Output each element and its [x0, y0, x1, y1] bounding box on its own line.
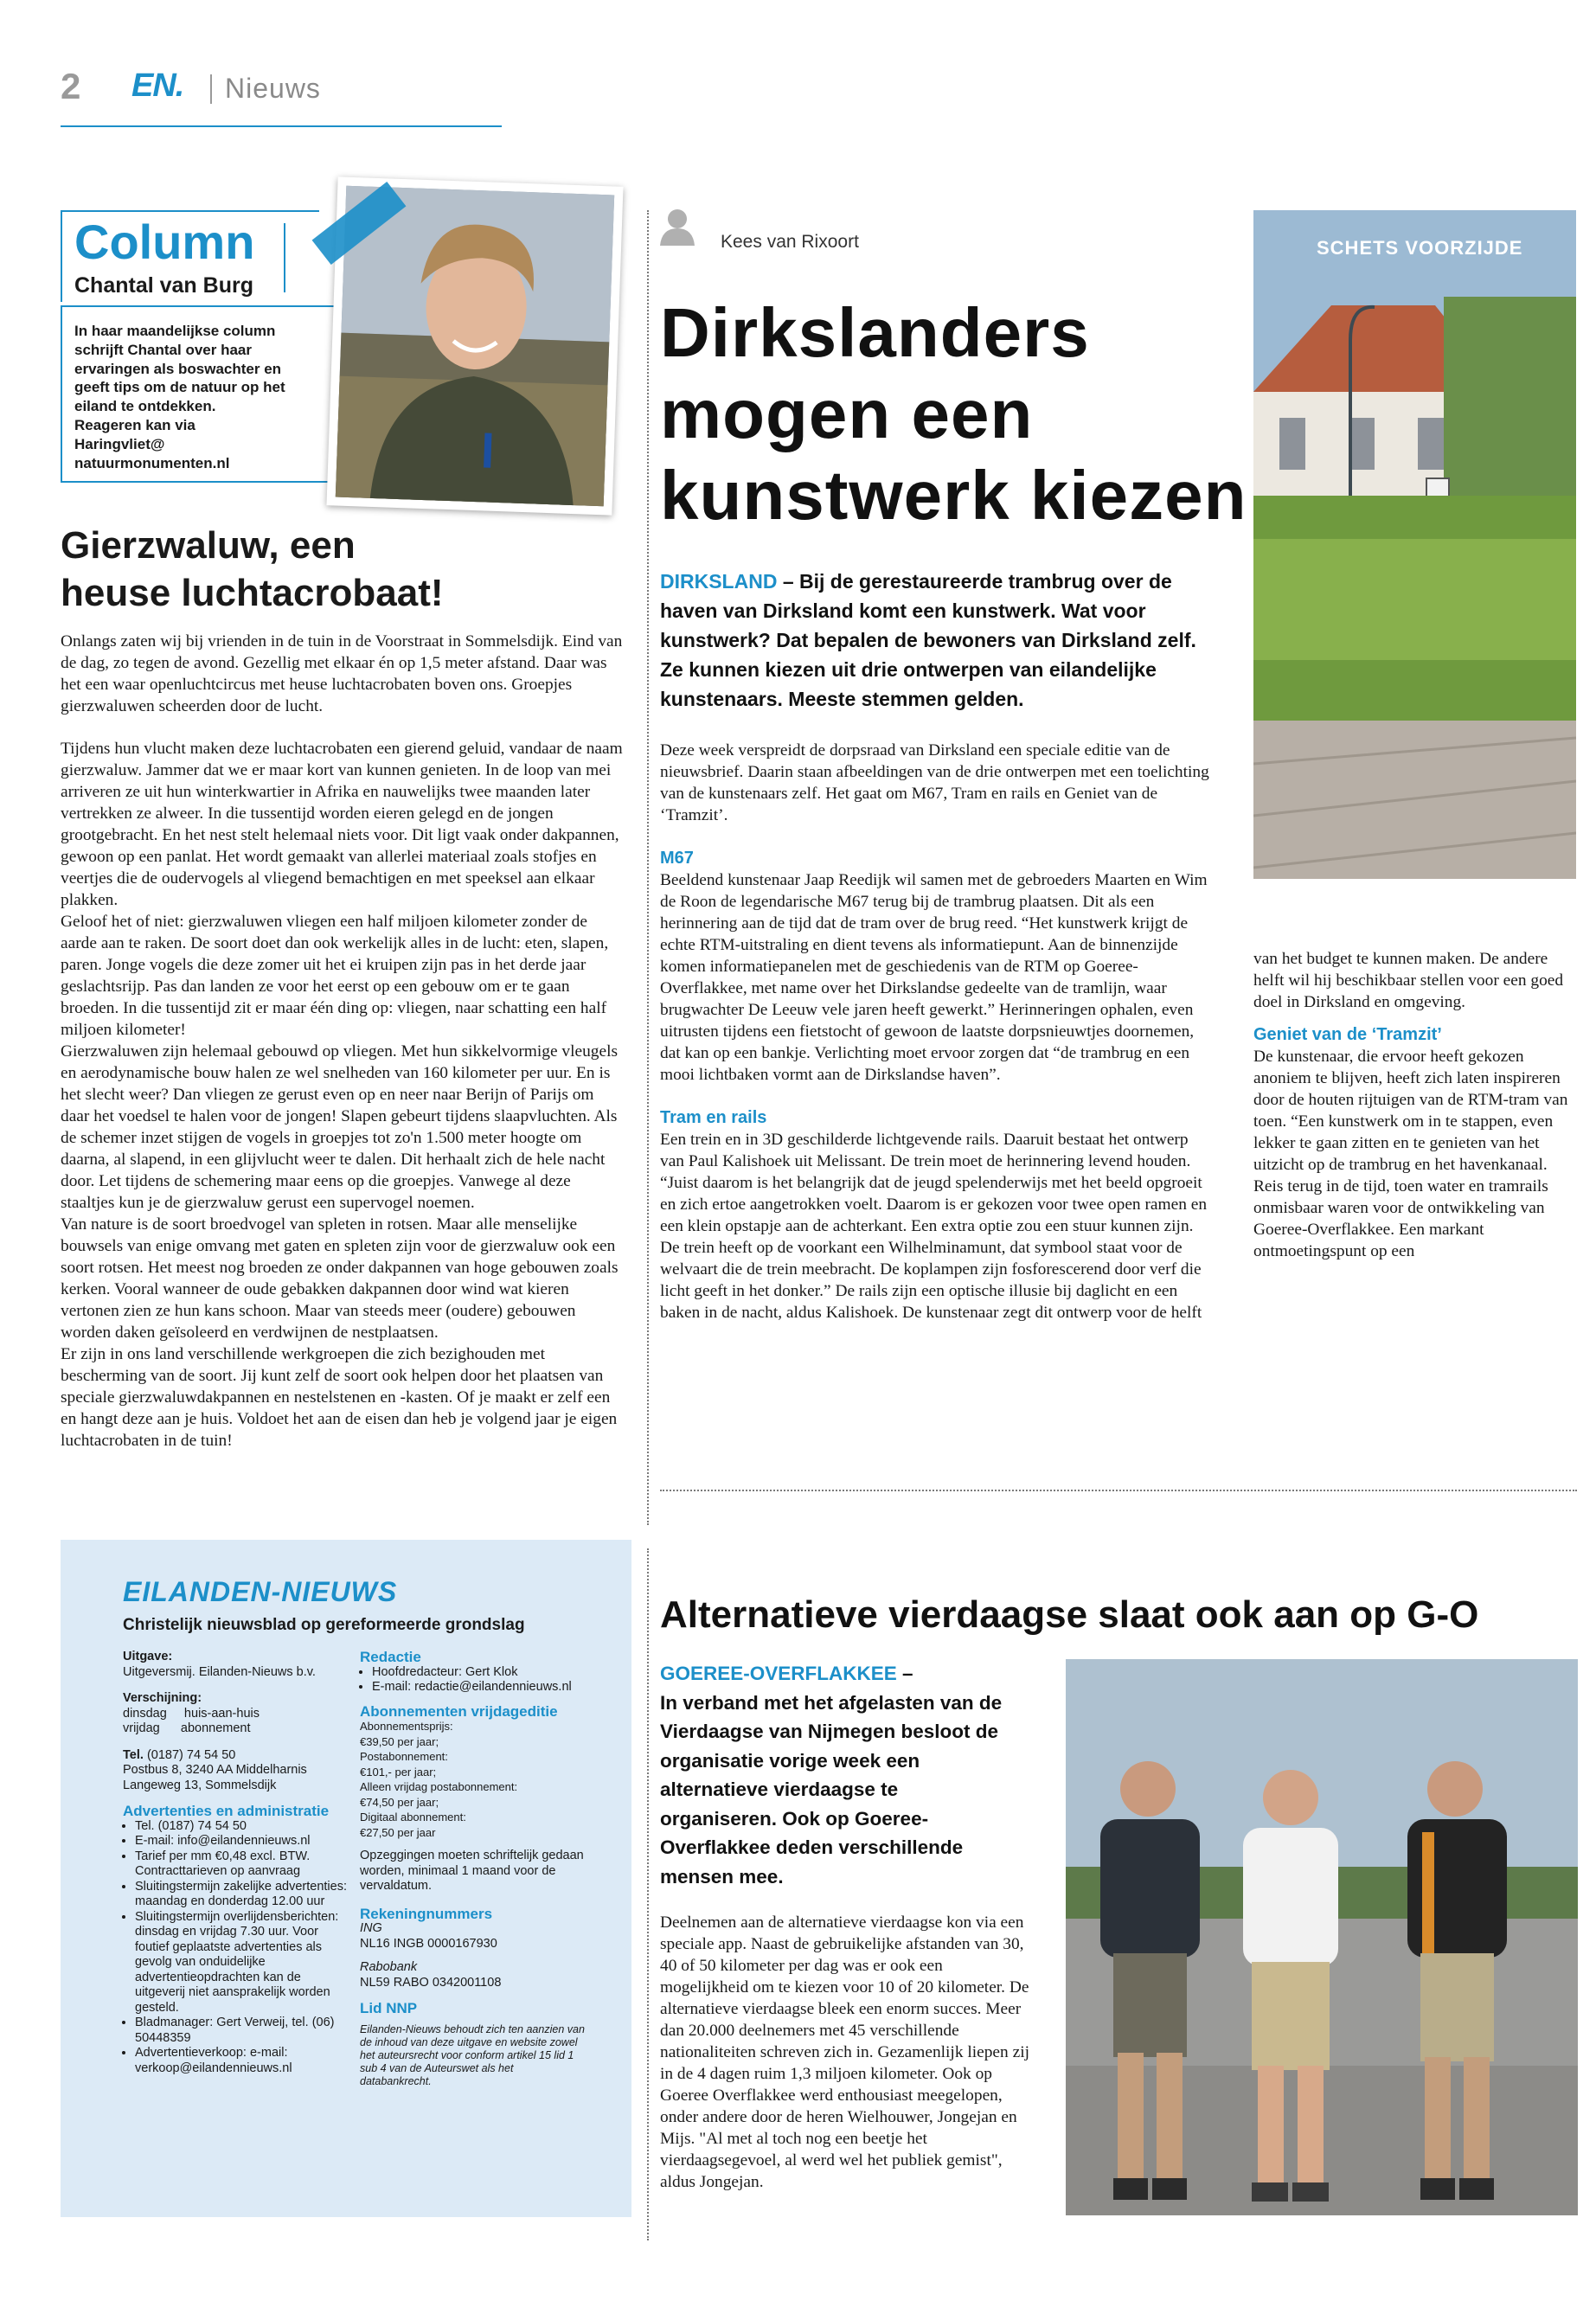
- vierdaagse-lead: [660, 1659, 1015, 1891]
- walkers-illustration: [1066, 1659, 1578, 2215]
- abon-7: Digitaal abonnement:: [360, 1811, 466, 1823]
- column-title: [61, 522, 444, 617]
- lower-divider: [647, 1548, 649, 2240]
- column-intro-rule: [61, 305, 337, 307]
- ing-value: NL16 INGB 0000167930: [360, 1936, 497, 1951]
- lid-nnp: Lid NNP: [360, 2000, 418, 2016]
- article-tramzit-text: De kunstenaar, die ervoor heeft gekozen anoniem te blijven, heeft zich laten inspireren door de houten rijtuigen van de RTM-tram van toen. “Een kunstwerk om in te stappen, even lekker te gaan zitten en te genieten van het uitzicht op de trambrug en het havenkanaal. Reis terug in de tijd, toen water en tramrails onmisbaar waren voor de ontwikkeling van Goeree-Overflakkee. Een markant ontmoetingspunt op een: [1253, 1048, 1568, 1260]
- article-title-line2: mogen een: [660, 375, 1034, 452]
- sketch-caption: SCHETS VOORZIJDE: [1317, 237, 1523, 259]
- subhead-tramzit: Geniet van de ‘Tramzit’: [1253, 1025, 1442, 1044]
- opzeggingen: Opzeggingen moeten schriftelijk gedaan worden, minimaal 1 maand voor de vervaldatum.: [360, 1849, 584, 1893]
- article-body: [660, 740, 1214, 1324]
- tel-line: [123, 1748, 348, 1764]
- adv-sluit-zakelijk: • Sluitingstermijn zakelijke advertenties: maandag en donderdag 12.00 uur: [135, 1880, 348, 1910]
- section-label: Nieuws: [225, 73, 321, 104]
- adv-tel: • Tel. (0187) 74 54 50: [135, 1819, 348, 1835]
- sketch-image: [1253, 210, 1576, 879]
- abon-4: €101,- per jaar;: [360, 1765, 437, 1779]
- redactie-email[interactable]: • E-mail: redactie@eilandennieuws.nl: [372, 1680, 585, 1695]
- column-paragraph: Geloof het of niet: gierzwaluwen vliegen een half miljoen kilometer zonder de aarde aan te raken. De soort doet dan ook werkelijk alles in de lucht: eten, slapen, paren. Jonge vogels die deze zomer uit het ei kruipen zijn pas in het derde jaar geslachtsrijp. Pas dan landen ze voor het eerst op een gebouw om er te gaan broeden. In die tussentijd zit er maar één ding op: vliegen, naar schatting een half miljoen kilometer!: [61, 913, 609, 1039]
- article-tram-text: Een trein en in 3D geschilderde lichtgevende rails. Daaruit bestaat het ontwerp van Paul Kalishoek uit Melissant. De trein moet de herinnering levend houden. “Juist daarom is het belangrijk dat de jeugd spelenderwijs met het beeld opgroeit en zich ertoe aangetrokken voelt. Daarom is er gekozen voor twee open ramen en een klein opstapje aan de achterkant. Een extra optie zou een stuur kunnen zijn. De trein heeft op de voorkant een Wilhelminamunt, dat symbool staat voor de welvaart die de trein meebracht. De koplampen zijn fosforescerend door verf die licht geeft in het donker.” De rails zijn een optische illusie bij daglicht en een baken in de nacht, aldus Kalishoek. De kunstenaar zegt dit ontwerp voor de helft: [660, 1131, 1208, 1322]
- column-title-line2: heuse luchtacrobaat!: [61, 572, 444, 614]
- colophon-box: [61, 1540, 631, 2217]
- ing-label: ING: [360, 1921, 382, 1935]
- column-label-rule: [284, 223, 285, 292]
- column-body: [61, 631, 625, 1452]
- subhead-tram-en-rails: Tram en rails: [660, 1108, 767, 1127]
- article-intro: Deze week verspreidt de dorpsraad van Dirksland een speciale editie van de nieuwsbrief. Daarin staan afbeeldingen van de drie ontwerpen met een toelichting van de kunstenaars zelf. Het gaat om M67, Tram en rails en Geniet van de ‘Tramzit’.: [660, 741, 1209, 824]
- rabo-value: NL59 RABO 0342001108: [360, 1975, 502, 1990]
- abon-2: €39,50 per jaar;: [360, 1734, 439, 1748]
- uitgave-label: Uitgave:: [123, 1650, 173, 1663]
- colophon-brand: EILANDEN-NIEUWS: [123, 1576, 398, 1607]
- article-dateline: DIRKSLAND: [660, 570, 778, 593]
- uitgave-value: Uitgeversmij. Eilanden-Nieuws b.v.: [123, 1664, 316, 1679]
- rekeningnummers-head: Rekeningnummers: [360, 1905, 493, 1922]
- article-title-line3: kunstwerk kiezen: [660, 457, 1247, 534]
- colophon-left: [123, 1650, 348, 2076]
- hoofdredacteur: • Hoofdredacteur: Gert Klok: [372, 1665, 585, 1681]
- article-title-line1: Dirkslanders: [660, 294, 1090, 371]
- article-lead: [660, 567, 1205, 714]
- header-divider: [210, 74, 212, 104]
- disclaimer: Eilanden-Nieuws behoudt zich ten aanzien van de inhoud van deze uitgave en website zowel het auteursrecht voor conform artikel 15 lid 1 sub 4 van de Auteurswet als het databankrecht.: [360, 2022, 585, 2087]
- address-2: Langeweg 13, Sommelsdijk: [123, 1778, 277, 1792]
- tel-value: (0187) 74 54 50: [146, 1747, 236, 1762]
- brand-logo: EN.: [131, 67, 184, 104]
- article-right-column: [1253, 948, 1578, 1262]
- adv-sluit-overlijden: • Sluitingstermijn overlijdensberichten: dinsdag en vrijdag 7.30 uur. Voor foutief geplaatste advertenties als gevolg van onduidelijke advertentieopdrachten kan de uitgeverij niet aansprakelijk worden gesteld.: [135, 1910, 348, 2016]
- abon-3: Postabonnement:: [360, 1750, 448, 1763]
- adv-bladmanager: • Bladmanager: Gert Verweij, tel. (06) 50448359: [135, 2016, 348, 2046]
- column-paragraph: Gierzwaluwen zijn helemaal gebouwd op vliegen. Met hun sikkelvormige vleugels en aerodynamische bouw halen ze wel snelheden van 160 kilometer per uur. En is het slecht weer? Dan vliegen ze gerust even op en neer naar Berijn of Parijs om daar het voedsel te halen voor de jongen! Slapen gebeurt tijdens slaapvluchten. Als de schemer inzet stijgen de vogels in groepjes tot zo'n 1.500 meter hoogte om daarna, al slapend, in een glijvlucht weer te dalen. Dit herhaalt zich de hele nacht door. Let tijdens de schemering maar eens op die groepjes. Vanwege al deze staaltjes kun je de gierzwaluw gerust een supervogel noemen.: [61, 1042, 619, 1212]
- verschijning-2: vrijdag abonnement: [123, 1721, 251, 1735]
- column-paragraph: Onlangs zaten wij bij vrienden in de tuin in de Voorstraat in Sommelsdijk. Eind van de dag, zo tegen de avond. Gezellig met elkaar én op 1,5 meter afstand. Daar was het een waar openluchtcircus met heuse luchtacrobaten boven ons. Groepjes gierzwaluwen scheerden door de lucht.: [61, 632, 623, 715]
- column-divider: [647, 210, 649, 1525]
- column-intro-box-base: [61, 481, 337, 483]
- header-rule: [61, 125, 502, 127]
- article-author: Kees van Rixoort: [721, 232, 859, 252]
- subhead-m67: M67: [660, 849, 694, 868]
- article-title: [660, 292, 1247, 536]
- abon-1: Abonnementsprijs:: [360, 1720, 453, 1733]
- article-m67-text: Beeldend kunstenaar Jaap Reedijk wil samen met de gebroeders Maarten en Wim de Roon de legendarische M67 terug bij de trambrug plaatsen. Dit als een herinnering aan de tijd dat de tram over de brug reed. “Het kunstwerk krijgt de echte RTM-uitstraling en dient tevens als informatiepunt. Aan de binnenzijde komen informatiepanelen met de geschiedenis van de RTM op Goeree-Overflakkee, met name over het Dirkslandse gedeelte van de tramlijn, waar brugwachter De Leeuw vele jaren heeft gewerkt.” Herinneringen ophalen, even uitrusten tijdens een fietstocht of gewoon de laatste dorpsnieuwtjes doornemen, dat kan op een bankje. Verlichting moet ervoor zorgen dat “de trambrug en een mooi lichtbaken vormt aan de Dirkslandse haven”.: [660, 871, 1208, 1084]
- column-paragraph: Van nature is de soort broedvogel van spleten in rotsen. Maar alle menselijke bouwsels van enige omvang met gaten en spleten zijn voor de gierzwaluw ook een soort rotsen. Het meest nog broeden ze onder dakpannen van hoge gebouwen zoals kerken. Vooral wanneer de oude gebakken dakpannen door wind wat kieren vertonen zien ze hun kans schoon. Maar van steeds meer (oudere) gebouwen worden daken geïsoleerd en verdwijnen de nestplaatsen.: [61, 1215, 619, 1342]
- rabo-label: Rabobank: [360, 1960, 418, 1974]
- column-paragraph: Er zijn in ons land verschillende werkgroepen die zich bezighouden met bescherming van de soort. Jij kunt zelf de soort ook helpen door het plaatsen van speciale gierzwaluwdakpannen en nestelstenen en -kasten. Of je maakt er zelf een en hangt deze aan je huis. Voldoet het aan de eisen dan heb je volgend jaar je eigen luchtacrobaten in de tuin!: [61, 1345, 618, 1450]
- column-intro-box-bottom: [61, 305, 62, 483]
- vierdaagse-title: Alternatieve vierdaagse slaat ook aan op G-O: [660, 1593, 1479, 1636]
- tel-label: Tel.: [123, 1747, 144, 1762]
- column-title-line1: Gierzwaluw, een: [61, 524, 356, 567]
- sketch-illustration: [1253, 210, 1576, 879]
- abon-6: €74,50 per jaar;: [360, 1795, 439, 1809]
- verschijning-1: dinsdag huis-aan-huis: [123, 1706, 260, 1721]
- column-paragraph: Tijdens hun vlucht maken deze luchtacrobaten een gierend geluid, vandaar de naam gierzwaluw. Jammer dat we er maar kort van kunnen genieten. In de loop van mei arriveren ze uit hun winterkwartier in Afrika en nauwelijks twee maanden later vertrekken ze alweer. In die tussentijd worden eieren gelegd en de jongen grootgebracht. En het nest stelt helemaal niets voor. Dit ligt vaak onder dakpannen, gewoon op een panlat. Het wordt gemaakt van allerlei materiaal zoals stofjes en veertjes die de oudervogels al vliegend bemachtigen en met speeksel aan elkaar plakken.: [61, 740, 623, 909]
- adv-email[interactable]: • E-mail: info@eilandennieuws.nl: [135, 1834, 348, 1849]
- vierdaagse-dateline: GOEREE-OVERFLAKKEE: [660, 1663, 897, 1684]
- column-label: Column: [74, 215, 255, 269]
- address-1: Postbus 8, 3240 AA Middelharnis: [123, 1763, 307, 1777]
- redactie-head: Redactie: [360, 1649, 421, 1665]
- verschijning-label: Verschijning:: [123, 1691, 202, 1705]
- article-lead-text: – Bij de gerestaureerde trambrug over de haven van Dirksland komt een kunstwerk. Wat voor kunstwerk? Dat bepalen de bewoners van Dirksland zelf. Ze kunnen kiezen uit drie ontwerpen van eilandelijke kunstenaars. Meeste stemmen gelden.: [660, 570, 1196, 710]
- author-avatar-icon: [659, 208, 695, 246]
- vierdaagse-lead-text: In verband met het afgelasten van de Vierdaagse van Nijmegen besloot de organisatie vorige week een alternatieve vierdaagse te organiseren. Ook op Goeree-Overflakkee deden verschillende mensen mee.: [660, 1691, 1003, 1888]
- vierdaagse-dash: –: [896, 1663, 913, 1684]
- adv-tarief: • Tarief per mm €0,48 excl. BTW. Contracttarieven op aanvraag: [135, 1849, 348, 1880]
- colophon-tagline: Christelijk nieuwsblad op gereformeerde grondslag: [123, 1616, 525, 1634]
- abon-8: €27,50 per jaar: [360, 1825, 436, 1839]
- adv-verkoop[interactable]: • Advertentieverkoop: e-mail: verkoop@eilandennieuws.nl: [135, 2046, 348, 2076]
- article-right-text: van het budget te kunnen maken. De andere helft wil hij beschikbaar stellen voor een goed doel in Dirksland en omgeving.: [1253, 950, 1564, 1011]
- page-number: 2: [61, 66, 81, 106]
- column-intro: In haar maandelijkse column schrijft Chantal over haar ervaringen als boswachter en geeft tips om de natuur op het eiland te ontdekken. Reageren kan via Haringvliet@ natuurmonumenten.nl: [74, 323, 285, 471]
- abonnementen-head: Abonnementen vrijdageditie: [360, 1702, 558, 1720]
- vierdaagse-text: Deelnemen aan de alternatieve vierdaagse kon via een speciale app. Naast de gebruikelijke afstanden van 30, 40 of 50 kilometer per dag was er ook een mogelijkheid om te kiezen voor 10 of 20 kilometer. De alternatieve vierdaagse bleek een enorm succes. Meer dan 20.000 deelnemers met 45 verschillende nationaliteiten schreven zich in. Gezamenlijk liepen zij in de 4 dagen ruim 1,3 miljoen kilometer. Ook op Goeree Overflakkee werd enthousiast meegelopen, onder andere door de heren Wielhouwer, Jongejan en Mijs. "Al met al toch nog een beetje het vierdaagsegevoel, al werd wel het publiek gemist", aldus Jongejan.: [660, 1913, 1029, 2191]
- abon-5: Alleen vrijdag postabonnement:: [360, 1780, 518, 1793]
- colophon-right: [360, 1650, 585, 2088]
- advertenties-head: Advertenties en administratie: [123, 1803, 330, 1819]
- walkers-photo: [1066, 1659, 1578, 2215]
- article-separator: [660, 1490, 1577, 1491]
- column-author: Chantal van Burg: [74, 273, 253, 298]
